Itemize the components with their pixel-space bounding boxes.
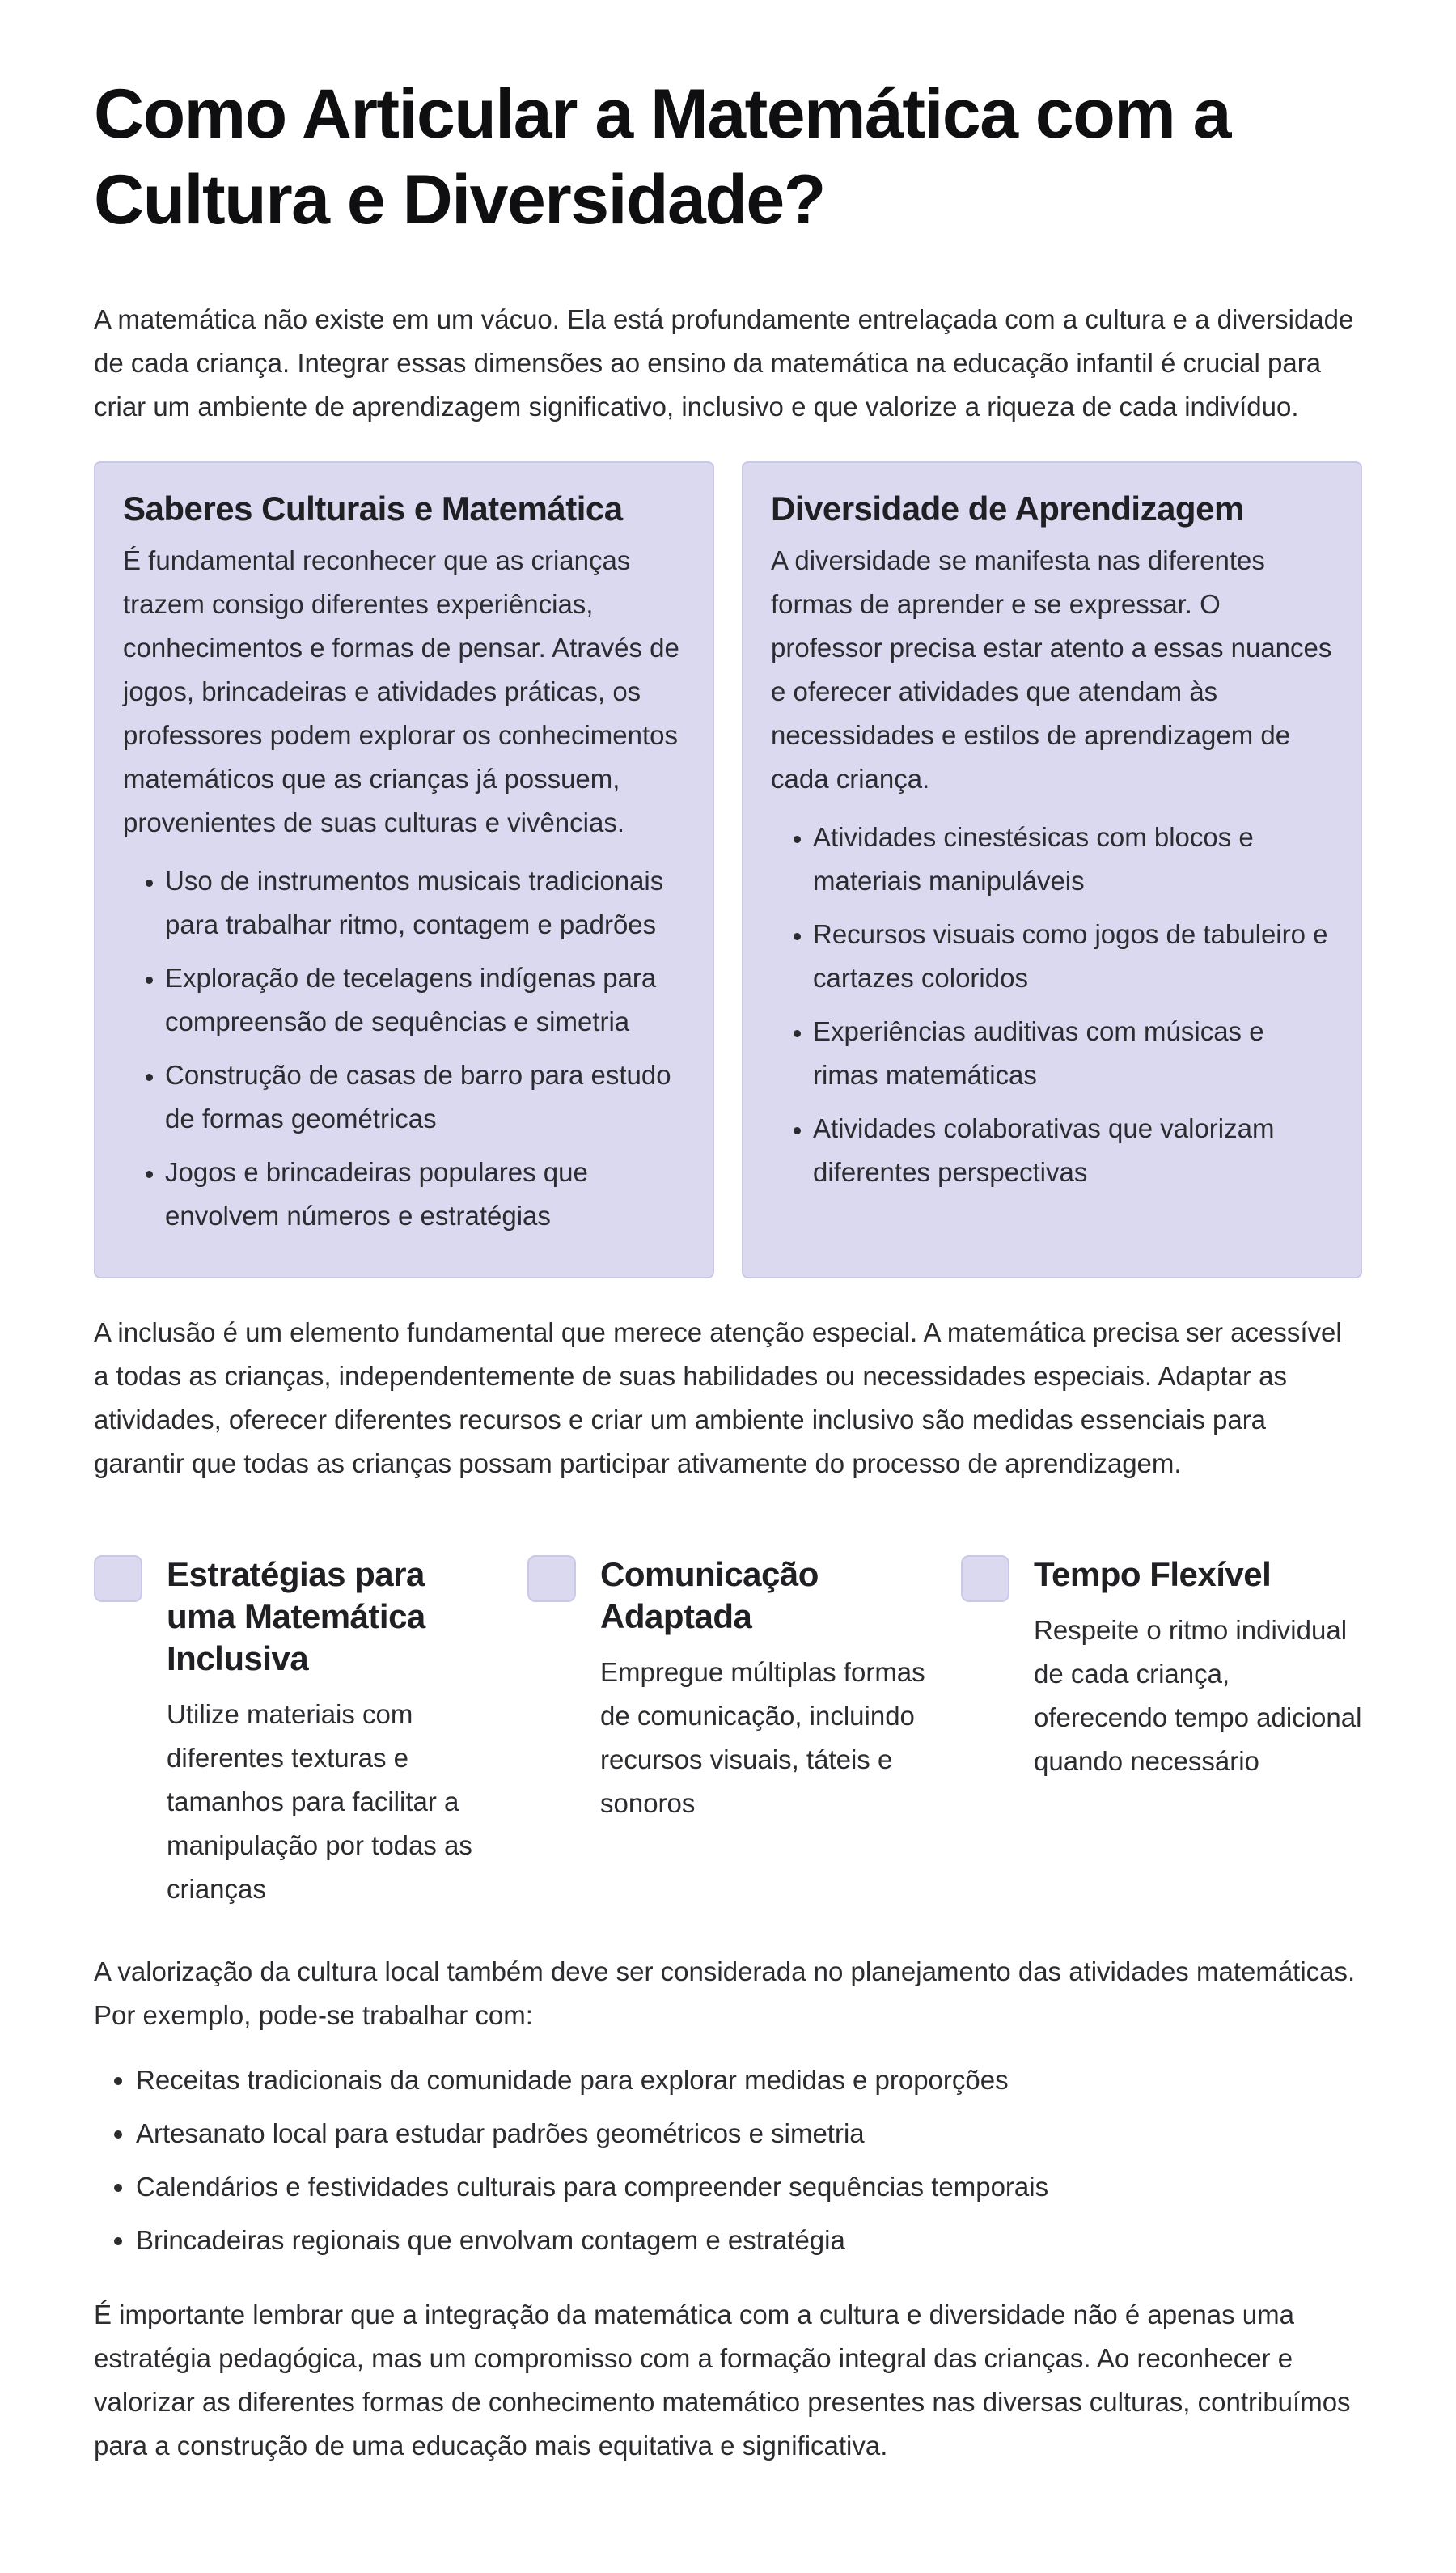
card-title: Saberes Culturais e Matemática [123,490,623,528]
feature-title: Estratégias para uma Matemática Inclusiva [167,1555,425,1677]
feature-title: Tempo Flexível [1034,1555,1272,1593]
feature-comunicacao-adaptada [527,1555,929,1911]
list-item: • Receitas tradicionais da comunidade para explorar medidas e proporções [136,2058,1362,2102]
card-saberes-culturais [94,461,714,1278]
feature-content [1034,1555,1362,1911]
square-icon [527,1555,576,1602]
card-bullet-list [771,816,1333,1194]
feature-content [167,1555,495,1911]
info-cards [94,461,1362,1278]
list-item: • Atividades cinestésicas com blocos e materiais manipuláveis [813,816,1333,903]
list-item: • Brincadeiras regionais que envolvam contagem e estratégia [136,2219,1362,2262]
culture-list [94,2058,1362,2262]
feature-text: Utilize materiais com diferentes texturas e tamanhos para facilitar a manipulação por todas as crianças [167,1699,472,1904]
card-diversidade-aprendizagem [742,461,1362,1278]
list-item: • Uso de instrumentos musicais tradicionais para trabalhar ritmo, contagem e padrões [165,859,685,947]
page-title: Como Articular a Matemática com a Cultura e Diversidade? [94,75,1230,239]
card-title: Diversidade de Aprendizagem [771,490,1244,528]
culture-intro-paragraph: A valorização da cultura local também deve ser considerada no planejamento das atividades matemáticas. Por exemplo, pode-se trabalhar com: [94,1956,1356,2030]
feature-row [94,1555,1362,1911]
list-item: • Recursos visuais como jogos de tabuleiro e cartazes coloridos [813,913,1333,1000]
list-item: • Calendários e festividades culturais para compreender sequências temporais [136,2165,1362,2209]
list-item: • Atividades colaborativas que valorizam diferentes perspectivas [813,1107,1333,1194]
closing-paragraph: É importante lembrar que a integração da matemática com a cultura e diversidade não é apenas uma estratégia pedagógica, mas um compromisso com a formação integral das crianças. Ao reconhecer e valorizar as diferentes formas de conhecimento matemático presentes nas diversas culturas, contribuímos para a construção de uma educação mais equitativa e significativa. [94,2300,1351,2461]
list-item: • Jogos e brincadeiras populares que envolvem números e estratégias [165,1151,685,1238]
feature-content [600,1555,929,1911]
feature-estrategias-inclusivas [94,1555,495,1911]
square-icon [961,1555,1009,1602]
feature-tempo-flexivel [961,1555,1362,1911]
list-item: • Exploração de tecelagens indígenas para compreensão de sequências e simetria [165,956,685,1044]
list-item: • Construção de casas de barro para estudo de formas geométricas [165,1053,685,1141]
feature-title: Comunicação Adaptada [600,1555,819,1635]
card-bullet-list [123,859,685,1238]
square-icon [94,1555,142,1602]
feature-text: Empregue múltiplas formas de comunicação, incluindo recursos visuais, táteis e sonoros [600,1657,925,1818]
intro-paragraph: A matemática não existe em um vácuo. Ela está profundamente entrelaçada com a cultura e a diversidade de cada criança. Integrar essas dimensões ao ensino da matemática na educação infantil é crucial para criar um ambiente de aprendizagem significativo, inclusivo e que valorize a riqueza de cada indivíduo. [94,304,1354,422]
feature-text: Respeite o ritmo individual de cada criança, oferecendo tempo adicional quando necessário [1034,1615,1362,1776]
card-text: É fundamental reconhecer que as crianças trazem consigo diferentes experiências, conhecimentos e formas de pensar. Através de jogos, brincadeiras e atividades práticas, os professores podem explorar os conhecimentos matemáticos que as crianças já possuem, provenientes de suas culturas e vivências. [123,545,679,837]
list-item: • Artesanato local para estudar padrões geométricos e simetria [136,2112,1362,2155]
list-item: • Experiências auditivas com músicas e rimas matemáticas [813,1010,1333,1097]
inclusion-paragraph: A inclusão é um elemento fundamental que merece atenção especial. A matemática precisa ser acessível a todas as crianças, independentemente de suas habilidades ou necessidades especiais. Adaptar as atividades, oferecer diferentes recursos e criar um ambiente inclusivo são medidas essenciais para garantir que todas as crianças possam participar ativamente do processo de aprendizagem. [94,1317,1342,1478]
card-text: A diversidade se manifesta nas diferentes formas de aprender e se expressar. O professor precisa estar atento a essas nuances e oferecer atividades que atendam às necessidades e estilos de aprendizagem de cada criança. [771,545,1332,794]
